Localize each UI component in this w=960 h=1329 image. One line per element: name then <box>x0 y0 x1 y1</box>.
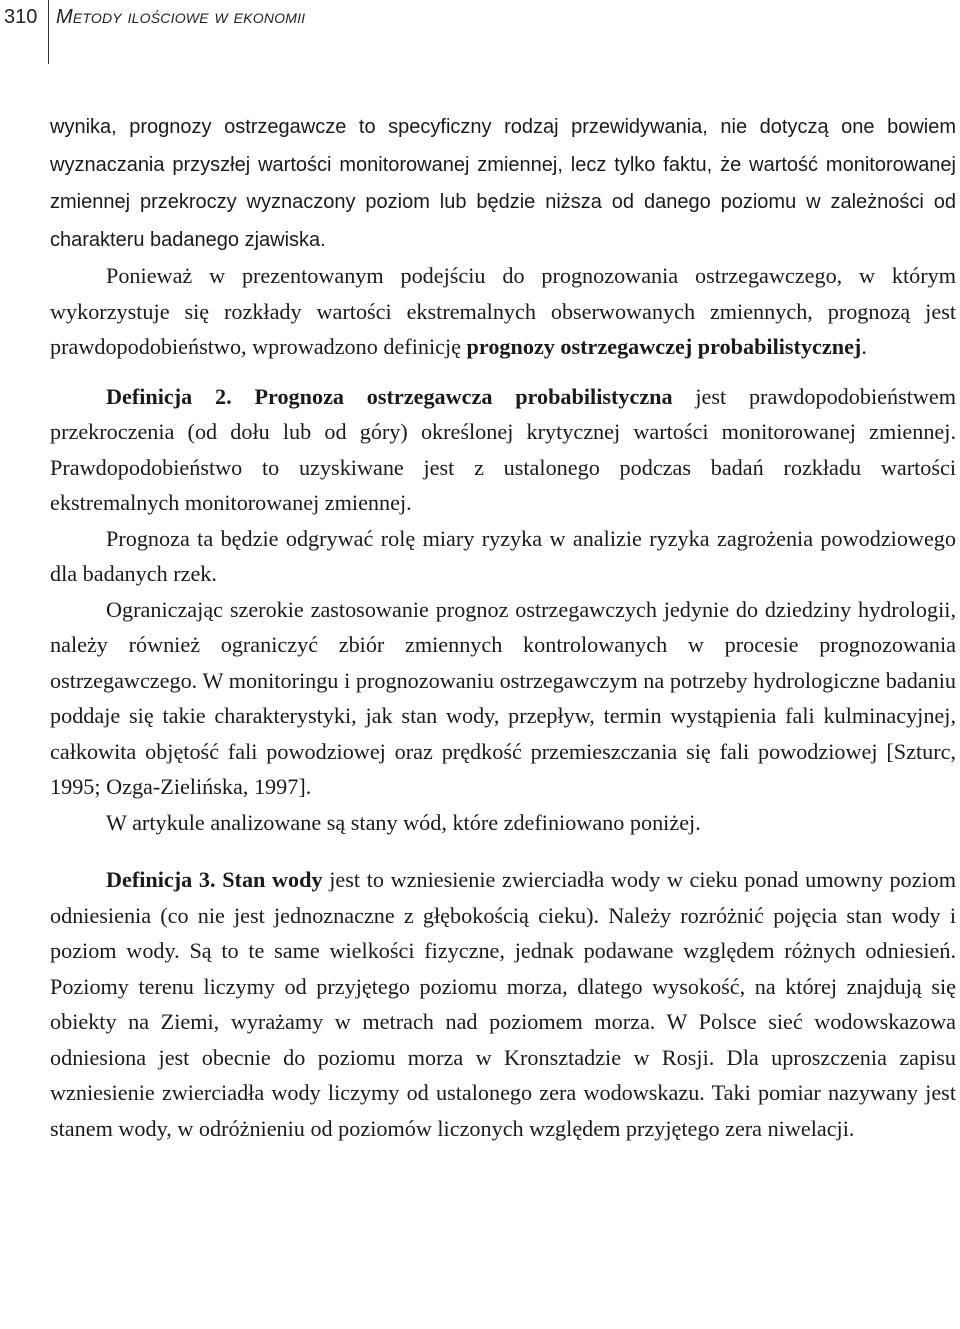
paragraph-text: Prognoza ta będzie odgrywać rolę miary ryzyka w analizie ryzyka zagrożenia powodziowego dla badanych rzek. <box>50 525 956 586</box>
paragraph-probabilistic <box>50 258 956 365</box>
definition-3 <box>50 862 956 1146</box>
definition-label: Definicja 2. <box>106 383 232 409</box>
definition-label: Definicja 3. <box>106 867 216 892</box>
paragraph-continuation <box>50 108 956 258</box>
paragraph-end: . <box>861 334 867 359</box>
page-header <box>0 0 960 66</box>
definition-term: Stan wody <box>222 867 323 892</box>
running-title: Metody ilościowe w ekonomii <box>56 6 306 28</box>
definition-term: Prognoza ostrzegawcza probabilistyczna <box>254 383 673 409</box>
bold-term: prognozy ostrzegawczej probabilistycznej <box>466 334 862 359</box>
page-body <box>50 108 956 1146</box>
paragraph-hydrology <box>50 592 956 805</box>
paragraph-text: Ponieważ w prezentowanym podejściu do prognozowania ostrzegawczego, w którym wykorzystuje się rozkłady wartości ekstremalnych obserwowanych zmiennych, prognozą jest prawdopodobieństwo, wprowadzono definicję <box>50 263 956 359</box>
paragraph-article <box>50 805 956 841</box>
definition-2 <box>50 379 956 521</box>
paragraph-text: W artykule analizowane są stany wód, które zdefiniowano poniżej. <box>106 809 701 835</box>
page-number: 310 <box>4 6 38 28</box>
definition-text: jest prawdopodobieństwem przekroczenia (od dołu lub od góry) określonej krytycznej wartości monitorowanej zmiennej. Prawdopodobieństwo to uzyskiwane jest z ustalonego podczas badań rozkładu wartości ekstremalnych monitorowanej zmiennej. <box>50 383 957 515</box>
paragraph-text: wynika, prognozy ostrzegawcze to specyficzny rodzaj przewidywania, nie dotyczą one bowiem wyznaczania przyszłej wartości monitorowanej zmiennej, lecz tylko faktu, że wartość monitorowanej zmiennej przekroczy wyznaczony poziom lub będzie niższa od danego poziomu w zależności od charakteru badanego zjawiska. <box>50 116 956 251</box>
definition-text: jest to wzniesienie zwierciadła wody w cieku ponad umowny poziom odniesienia (co nie jest jednoznaczne z głębokością cieku). Należy rozróżnić pojęcia stan wody i poziom wody. Są to te same wielkości fizyczne, jednak podawane względem różnych odniesień. Poziomy terenu liczymy od przyjętego poziomu morza, dlatego wysokość, na której znajdują się obiekty na Ziemi, wyrażamy w metrach nad poziomem morza. W Polsce sieć wodowskazowa odniesiona jest obecnie do poziomu morza w Kronsztadzie w Rosji. Dla uproszczenia zapisu wzniesienie zwierciadła wody liczymy od ustalonego zera wodowskazu. Taki pomiar nazywany jest stanem wody, w odróżnieniu od poziomów liczonych względem przyjętego zera niwelacji. <box>50 867 956 1141</box>
paragraph-risk <box>50 521 956 592</box>
header-divider <box>48 0 49 64</box>
paragraph-text: Ograniczając szerokie zastosowanie prognoz ostrzegawczych jedynie do dziedziny hydrologii, należy również ograniczyć zbiór zmiennych kontrolowanych w procesie prognozowania ostrzegawczego. W monitoringu i prognozowaniu ostrzegawczym na potrzeby hydrologiczne badaniu poddaje się takie charakterystyki, jak stan wody, przepływ, termin wystąpienia fali kulminacyjnej, całkowita objętość fali powodziowej oraz prędkość przemieszczania się fali powodziowej [Szturc, 1995; Ozga-Zielińska, 1997]. <box>50 596 956 799</box>
